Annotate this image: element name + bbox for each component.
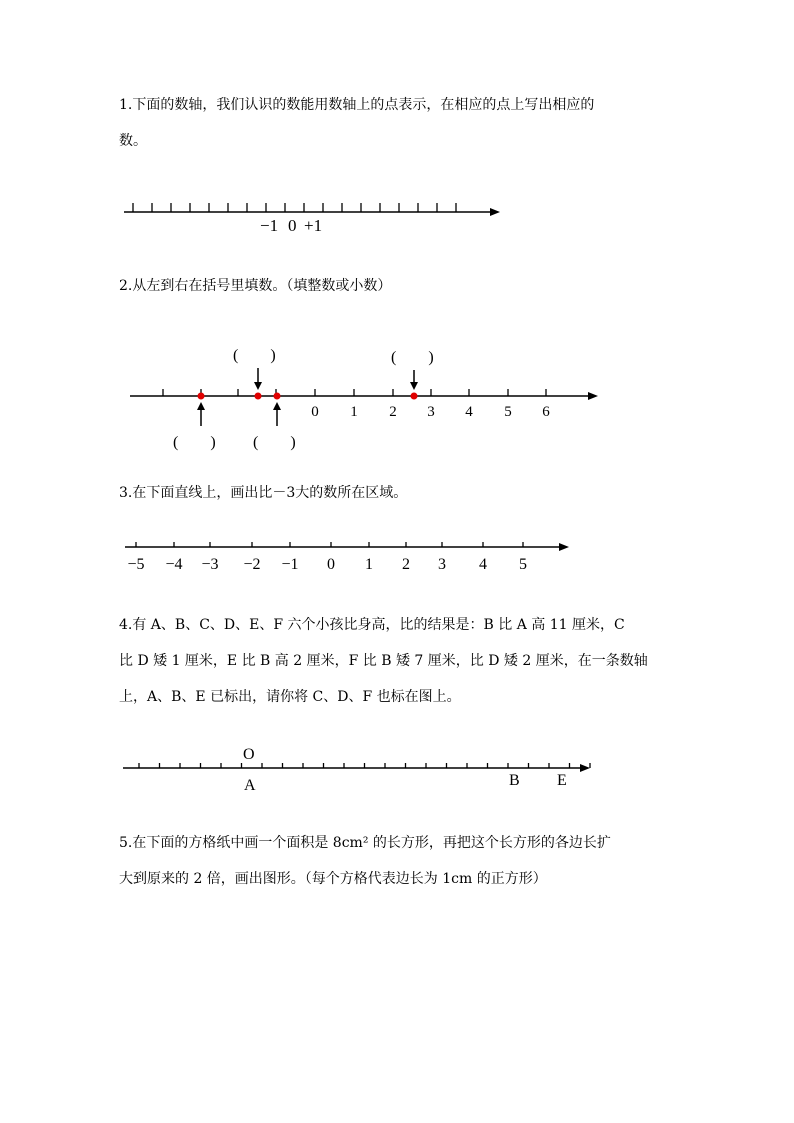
label-plus-one: +1: [304, 216, 323, 235]
marked-point-3: [411, 393, 418, 400]
tick-label-3-5: 0: [327, 556, 335, 573]
blank-top-left: ( ): [233, 347, 276, 364]
tick-label-3-9: 4: [479, 556, 487, 573]
axis-4-arrowhead: [580, 764, 590, 772]
question-3-text: 3.在下面直线上，画出比－3大的数所在区域。: [119, 485, 408, 501]
tick-label-2-0: 0: [311, 404, 319, 420]
tick-label-2-2: 2: [389, 404, 397, 420]
label-minus-one: −1: [260, 216, 279, 235]
pointer-arrow-up-1-head: [197, 402, 205, 410]
tick-label-2-6: 6: [542, 404, 550, 420]
tick-label-3-0: −5: [127, 556, 145, 573]
number-line-2: [0, 338, 794, 458]
number-line-1: [0, 190, 794, 250]
question-2: [119, 268, 679, 304]
tick-label-3-7: 2: [402, 556, 410, 573]
question-5-text-line1: 5.在下面的方格纸中画一个面积是 8cm² 的长方形，再把这个长方形的各边长扩: [119, 835, 611, 851]
tick-label-3-4: −1: [281, 556, 299, 573]
origin-label: O: [243, 746, 255, 763]
point-label-b: B: [509, 772, 520, 789]
question-5: [119, 825, 679, 897]
tick-label-3-2: −3: [201, 556, 219, 573]
point-label-e: E: [557, 772, 567, 789]
marked-point-2: [274, 393, 281, 400]
axis-3-arrowhead: [559, 543, 569, 551]
label-zero: 0: [288, 216, 297, 235]
question-4: [119, 607, 679, 715]
tick-label-3-3: −2: [243, 556, 261, 573]
point-label-a: A: [244, 777, 256, 794]
tick-label-2-1: 1: [350, 404, 358, 420]
tick-label-2-4: 4: [465, 404, 473, 420]
question-1: [119, 87, 679, 159]
question-4-text-line2: 比 D 矮 1 厘米，E 比 B 高 2 厘米，F 比 B 矮 7 厘米，比 D 矮 2 厘米，在一条数轴: [119, 653, 648, 669]
pointer-arrow-down-2-head: [410, 382, 418, 390]
axis-2-arrowhead: [588, 392, 598, 400]
number-line-1-axis: [124, 203, 500, 216]
tick-label-3-6: 1: [365, 556, 373, 573]
pointer-arrow-up-2-head: [273, 402, 281, 410]
axis-1-arrowhead: [490, 208, 500, 216]
tick-label-2-5: 5: [504, 404, 512, 420]
tick-label-3-1: −4: [165, 556, 183, 573]
question-1-text-line2: 数。: [119, 133, 147, 149]
marked-point-1: [255, 393, 262, 400]
question-4-text-line3: 上，A、B、E 已标出，请你将 C、D、F 也标在图上。: [119, 689, 461, 705]
question-4-text-line1: 4.有 A、B、C、D、E、F 六个小孩比身高，比的结果是：B 比 A 高 11 厘米，C: [119, 617, 625, 633]
pointer-arrow-down-1-head: [254, 382, 262, 390]
marked-point-0: [198, 393, 205, 400]
question-2-text: 2.从左到右在括号里填数。（填整数或小数）: [119, 278, 392, 294]
question-5-text-line2: 大到原来的 2 倍，画出图形。（每个方格代表边长为 1cm 的正方形）: [119, 871, 547, 887]
question-1-text-line1: 1.下面的数轴，我们认识的数能用数轴上的点表示，在相应的点上写出相应的: [119, 97, 595, 113]
tick-label-3-8: 3: [438, 556, 446, 573]
blank-bottom-right: ( ): [253, 434, 296, 451]
tick-label-2-3: 3: [427, 404, 435, 420]
number-line-4: [0, 740, 794, 800]
question-3: [119, 475, 679, 511]
blank-top-right: ( ): [391, 349, 434, 366]
number-line-3: [0, 532, 794, 582]
tick-label-3-10: 5: [519, 556, 527, 573]
blank-bottom-left: ( ): [173, 434, 216, 451]
